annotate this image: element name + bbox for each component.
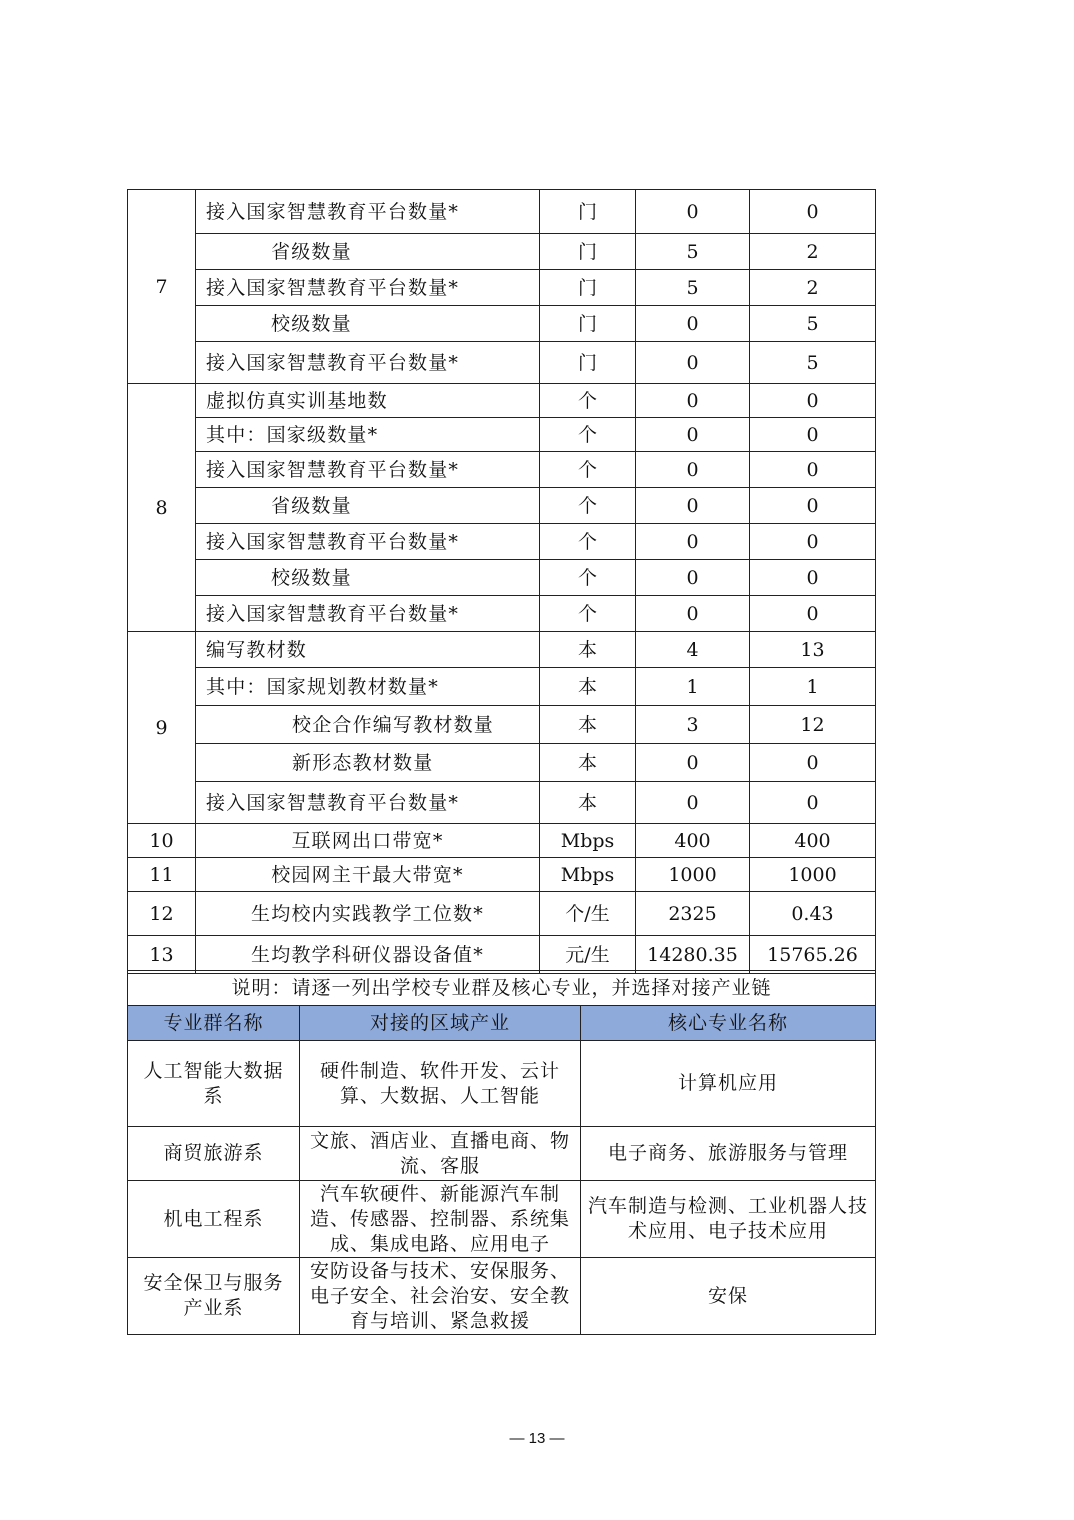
- table-row: [128, 560, 876, 596]
- indicator-value-1: 400: [636, 824, 750, 858]
- row-number: 11: [128, 858, 196, 892]
- indicator-unit: 个: [540, 596, 636, 632]
- indicator-label: 接入国家智慧教育平台数量*: [196, 270, 540, 306]
- indicator-value-1: 0: [636, 744, 750, 782]
- indicator-value-1: 0: [636, 782, 750, 824]
- indicator-label: 生均教学科研仪器设备值*: [196, 936, 540, 974]
- indicator-value-1: 5: [636, 270, 750, 306]
- indicator-unit: 个/生: [540, 892, 636, 936]
- group-core-major: 汽车制造与检测、工业机器人技术应用、电子技术应用: [581, 1181, 876, 1258]
- indicator-label: 接入国家智慧教育平台数量*: [196, 342, 540, 384]
- indicator-value-2: 5: [750, 306, 876, 342]
- group-core-major: 电子商务、旅游服务与管理: [581, 1127, 876, 1181]
- indicator-value-2: 0: [750, 190, 876, 234]
- indicator-value-1: 0: [636, 384, 750, 418]
- indicator-value-2: 2: [750, 270, 876, 306]
- table-row: [128, 234, 876, 270]
- indicator-value-1: 3: [636, 706, 750, 744]
- indicator-unit: 本: [540, 744, 636, 782]
- table-row: [128, 190, 876, 234]
- indicator-label: 接入国家智慧教育平台数量*: [196, 782, 540, 824]
- indicator-value-2: 0: [750, 744, 876, 782]
- indicator-unit: 门: [540, 234, 636, 270]
- indicator-unit: 本: [540, 782, 636, 824]
- indicator-value-2: 15765.26: [750, 936, 876, 974]
- indicator-unit: 本: [540, 668, 636, 706]
- table-row: [128, 782, 876, 824]
- indicator-value-1: 1000: [636, 858, 750, 892]
- table-row: [128, 936, 876, 974]
- table-row: [128, 306, 876, 342]
- group-row: [128, 1258, 876, 1335]
- indicator-value-2: 400: [750, 824, 876, 858]
- table-row: [128, 488, 876, 524]
- table-row: [128, 342, 876, 384]
- indicator-unit: 门: [540, 306, 636, 342]
- header-group-name: 专业群名称: [128, 1006, 300, 1041]
- group-row: [128, 1181, 876, 1258]
- indicator-value-1: 0: [636, 488, 750, 524]
- table-row: [128, 668, 876, 706]
- indicator-value-2: 1000: [750, 858, 876, 892]
- indicator-value-1: 4: [636, 632, 750, 668]
- indicator-unit: 个: [540, 452, 636, 488]
- indicator-value-2: 0: [750, 596, 876, 632]
- indicator-label: 接入国家智慧教育平台数量*: [196, 596, 540, 632]
- indicator-label: 接入国家智慧教育平台数量*: [196, 452, 540, 488]
- indicator-value-2: 0: [750, 384, 876, 418]
- table-row: [128, 418, 876, 452]
- indicator-label: 校级数量: [196, 560, 540, 596]
- indicator-value-1: 1: [636, 668, 750, 706]
- table-row: [128, 270, 876, 306]
- indicator-value-2: 12: [750, 706, 876, 744]
- indicator-unit: 个: [540, 418, 636, 452]
- row-number: 7: [128, 190, 196, 384]
- table-row: [128, 858, 876, 892]
- row-number: 9: [128, 632, 196, 824]
- indicator-value-2: 0: [750, 452, 876, 488]
- indicator-unit: 门: [540, 342, 636, 384]
- indicator-value-1: 0: [636, 596, 750, 632]
- page-number: — 13 —: [509, 1430, 565, 1447]
- group-core-major: 安保: [581, 1258, 876, 1335]
- indicator-value-2: 0: [750, 560, 876, 596]
- indicator-label: 互联网出口带宽*: [196, 824, 540, 858]
- indicator-value-1: 0: [636, 418, 750, 452]
- indicator-value-2: 0: [750, 418, 876, 452]
- indicator-label: 生均校内实践教学工位数*: [196, 892, 540, 936]
- indicator-unit: 个: [540, 488, 636, 524]
- indicator-value-2: 2: [750, 234, 876, 270]
- header-industry: 对接的区域产业: [300, 1006, 581, 1041]
- indicator-unit: Mbps: [540, 824, 636, 858]
- indicator-label: 接入国家智慧教育平台数量*: [196, 190, 540, 234]
- indicator-label: 校级数量: [196, 306, 540, 342]
- table-row: [128, 892, 876, 936]
- group-industry: 安防设备与技术、安保服务、电子安全、社会治安、安全教育与培训、紧急救援: [300, 1258, 581, 1335]
- indicator-unit: 本: [540, 706, 636, 744]
- table-row: [128, 524, 876, 560]
- indicator-value-2: 13: [750, 632, 876, 668]
- group-row: [128, 1041, 876, 1127]
- indicator-value-1: 0: [636, 190, 750, 234]
- group-name: 机电工程系: [128, 1181, 300, 1258]
- indicator-label: 校园网主干最大带宽*: [196, 858, 540, 892]
- table-row: [128, 384, 876, 418]
- table-row: [128, 452, 876, 488]
- header-row: [128, 1006, 876, 1041]
- indicator-value-1: 0: [636, 560, 750, 596]
- indicator-value-2: 5: [750, 342, 876, 384]
- indicator-value-1: 0: [636, 452, 750, 488]
- indicator-unit: 门: [540, 270, 636, 306]
- row-number: 12: [128, 892, 196, 936]
- group-row: [128, 1127, 876, 1181]
- indicator-value-1: 2325: [636, 892, 750, 936]
- group-industry: 汽车软硬件、新能源汽车制造、传感器、控制器、系统集成、集成电路、应用电子: [300, 1181, 581, 1258]
- group-core-major: 计算机应用: [581, 1041, 876, 1127]
- note-row: [128, 971, 876, 1006]
- indicator-label: 其中：国家级数量*: [196, 418, 540, 452]
- indicator-value-1: 0: [636, 342, 750, 384]
- indicator-value-2: 1: [750, 668, 876, 706]
- indicator-table: [127, 189, 876, 974]
- table-note: 说明：请逐一列出学校专业群及核心专业，并选择对接产业链: [128, 971, 876, 1006]
- indicator-unit: 元/生: [540, 936, 636, 974]
- indicator-unit: 个: [540, 560, 636, 596]
- indicator-label: 省级数量: [196, 234, 540, 270]
- indicator-value-1: 0: [636, 524, 750, 560]
- row-number: 13: [128, 936, 196, 974]
- table-row: [128, 632, 876, 668]
- indicator-value-2: 0: [750, 524, 876, 560]
- group-industry: 文旅、酒店业、直播电商、物流、客服: [300, 1127, 581, 1181]
- indicator-label: 校企合作编写教材数量: [196, 706, 540, 744]
- indicator-label: 虚拟仿真实训基地数: [196, 384, 540, 418]
- indicator-label: 省级数量: [196, 488, 540, 524]
- indicator-label: 新形态教材数量: [196, 744, 540, 782]
- table-row: [128, 706, 876, 744]
- indicator-unit: 门: [540, 190, 636, 234]
- indicator-value-2: 0: [750, 488, 876, 524]
- group-name: 人工智能大数据系: [128, 1041, 300, 1127]
- indicator-unit: 个: [540, 384, 636, 418]
- indicator-label: 接入国家智慧教育平台数量*: [196, 524, 540, 560]
- table-row: [128, 744, 876, 782]
- table-row: [128, 824, 876, 858]
- header-core-major: 核心专业名称: [581, 1006, 876, 1041]
- row-number: 10: [128, 824, 196, 858]
- specialty-group-table: [127, 970, 876, 1335]
- row-number: 8: [128, 384, 196, 632]
- table-row: [128, 596, 876, 632]
- indicator-value-2: 0: [750, 782, 876, 824]
- indicator-label: 编写教材数: [196, 632, 540, 668]
- indicator-value-1: 5: [636, 234, 750, 270]
- group-name: 商贸旅游系: [128, 1127, 300, 1181]
- indicator-value-1: 0: [636, 306, 750, 342]
- indicator-value-2: 0.43: [750, 892, 876, 936]
- indicator-value-1: 14280.35: [636, 936, 750, 974]
- indicator-label: 其中：国家规划教材数量*: [196, 668, 540, 706]
- group-name: 安全保卫与服务产业系: [128, 1258, 300, 1335]
- indicator-unit: 个: [540, 524, 636, 560]
- indicator-unit: 本: [540, 632, 636, 668]
- group-industry: 硬件制造、软件开发、云计算、大数据、人工智能: [300, 1041, 581, 1127]
- indicator-unit: Mbps: [540, 858, 636, 892]
